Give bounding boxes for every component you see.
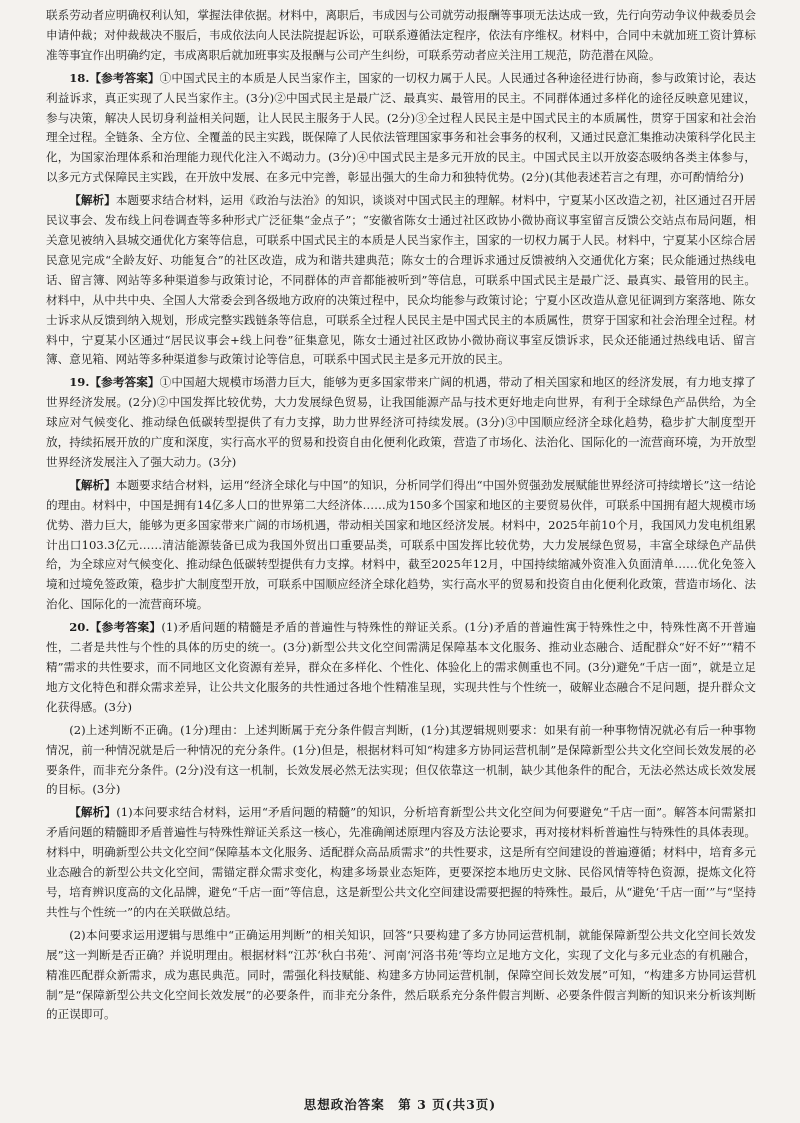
paragraph-text: (2)本问要求运用逻辑与思维中“正确运用判断”的相关知识，回答“只要构建了多方协同运营机制，就能保障新型公共文化空间长效发展”这一判断是否正确？并说明理由。根据材料“江苏‘秋白书苑’、河南‘河洛书苑’等均立足地方文化，实现了文化与多元业态的有机融合，精准匹配群众新需求，成为惠民典范。同时，需强化科技赋能、构建多方协同运营机制，保障空间长效发展”可知，“构建多方协同运营机制”是“保障新型公共文化空间长效发展”的必要条件，而非充分条件，然后联系充分条件假言判断、必要条件假言判断的知识来分析该判断的正误即可。 [46,927,756,1022]
answer-paragraph [46,69,756,188]
answer-paragraph [46,721,756,801]
answer-paragraph [46,6,756,66]
paragraph-lead-label: 19.【参考答案】 [69,375,160,390]
paragraph-lead-label: 【解析】 [69,805,117,820]
paragraph-text: 本题要求结合材料，运用《政治与法治》的知识，谈谈对中国式民主的理解。材料中，宁夏某小区改造之初，社区通过召开居民议事会、发布线上问卷调查等多种形式广泛征集“金点子”；“安徽省陈女士通过社区政协小微协商议事室留言反馈公交站点布局问题，相关意见被纳入县城交通优化方案等信息，可联系中国式民主的本质是人民当家作主，国家的一切权力属于人民。材料中，宁夏某小区综合居民意见完成“全龄友好、功能复合”的社区改造，成为和谐共建典范；陈女士的合理诉求通过反馈被纳入交通优化方案；民众能通过热线电话、留言簿、网站等多种渠道参与政策讨论，不同群体的声音都能被听到”等信息，可联系中国式民主是最广泛、最真实、最管用的民主。材料中，从中共中央、全国人大常委会到各级地方政府的决策过程中，民众均能参与政策讨论；宁夏小区改造从意见征调到方案落地、陈女士诉求从反馈到纳入规划，形成完整实践链条等信息，可联系全过程人民民主是中国式民主的本质属性，贯穿于国家和社会治理全过程。材料中，宁夏某小区通过“居民议事会+线上问卷”征集意见，陈女士通过社区政协小微协商议事室反馈诉求，民众还能通过热线电话、留言簿、意见箱、网站等多种渠道参与政策讨论等信息，可联系中国式民主是多元开放的民主。 [46,193,756,367]
paragraph-text: ①中国超大规模市场潜力巨大，能够为更多国家带来广阔的机遇，带动了相关国家和地区的经济发展，有力地支撑了世界经济发展。(2分)②中国发挥比较优势，大力发展绿色贸易，让我国能源产品与技术更好地走向世界，有利于全球绿色产品供给，为全球应对气候变化、推动绿色低碳转型提供了有力支撑，助力世界经济可持续发展。(3分)③中国顺应经济全球化趋势，稳步扩大制度型开放，持续拓展开放的广度和深度，实行高水平的贸易和投资自由化便利化政策，营造了市场化、法治化、国际化的一流营商环境，为开放型世界经济发展注入了强大动力。(3分) [46,375,756,469]
answer-paragraph [46,618,756,718]
page-footer: 思想政治答案 第 3 页(共3页) [303,1097,497,1112]
answer-paragraph [46,803,756,922]
paragraph-text: (1)本问要求结合材料，运用“矛盾问题的精髓”的知识，分析培育新型公共文化空间为何要避免“千店一面”。解答本问需紧扣矛盾问题的精髓即矛盾普遍性与特殊性辩证关系这一核心，先准确阐述原理内容及方法论要求，再对接材料析普遍性与特殊性的具体表现。材料中，明确新型公共文化空间“保障基本文化服务、适配群众高品质需求”的共性要求，这是所有空间建设的普遍遵循；材料中，培育多元业态融合的新型公共文化空间，需锚定群众需求变化，构建多场景业态矩阵，更要深挖本地历史文脉、民俗风情等特色资源，提炼文化符号，培育辨识度高的文化品牌，避免“千店一面”等信息，这是新型公共文化空间建设需要把握的特殊性。最后，从“避免‘千店一面’”与“坚持共性与个性统一”的内在关联做总结。 [46,805,756,919]
paragraph-lead-label: 20.【参考答案】 [69,620,162,635]
answer-paragraph [46,373,756,473]
paragraph-lead-label: 【解析】 [69,477,116,492]
answer-paragraph [46,476,756,615]
paragraph-text: ①中国式民主的本质是人民当家作主，国家的一切权力属于人民。人民通过各种途径进行协商，参与政策讨论，表达利益诉求，真正实现了人民当家作主。(3分)②中国式民主是最广泛、最真实、最管用的民主。不同群体通过多样化的途径反映意见建议，参与决策，解决人民切身利益相关问题，让人民民主服务于人民。(2分)③全过程人民民主是中国式民主的本质属性，贯穿于国家和社会治理全过程。全链条、全方位、全覆盖的民主实践，既保障了人民依法管理国家事务和社会事务的权利，又通过民意汇集推动决策科学化民主化，为国家治理体系和治理能力现代化注入不竭动力。(3分)④中国式民主是多元开放的民主。中国式民主以开放姿态吸纳各类主体参与，以多元方式保障民主实践，在开放中发展、在多元中完善，彰显出强大的生命力和独特优势。(2分)(其他表述若言之有理，亦可酌情给分) [46,70,756,185]
paragraph-text: 联系劳动者应明确权利认知，掌握法律依据。材料中，离职后，韦成因与公司就劳动报酬等事项无法达成一致，先行向劳动争议仲裁委员会申请仲裁；对仲裁裁决不服后，韦成依法向人民法院提起诉讼，可联系遵循法定程序，依法有序维权。材料中，合同中未就加班工资计算标准等事宜作出明确约定，韦成离职后就加班事实及报酬与公司产生纠纷，可联系劳动者应关注用工规范，防范潜在风险。 [46,8,756,62]
paragraph-lead-label: 【解析】 [69,193,116,208]
answer-body [46,6,756,1025]
answer-paragraph [46,191,756,370]
paragraph-lead-label: 18.【参考答案】 [69,70,160,85]
paragraph-text: (2)上述判断不正确。(1分)理由：上述判断属于充分条件假言判断，(1分)其逻辑规则要求：如果有前一种事物情况就必有后一种事物情况，前一种情况就是后一种情况的充分条件。(1分)但是，根据材料可知“构建多方协同运营机制”是保障新型公共文化空间长效发展的必要条件，而非充分条件。(2分)没有这一机制，长效发展必然无法实现；但仅依靠这一机制，缺少其他条件的配合，无法必然达成长效发展的目标。(3分) [46,722,756,797]
answer-paragraph [46,926,756,1026]
paragraph-text: 本题要求结合材料，运用“经济全球化与中国”的知识，分析同学们得出“中国外贸强劲发展赋能世界经济可持续增长”这一结论的理由。材料中，中国是拥有14亿多人口的世界第二大经济体……成为150多个国家和地区的主要贸易伙伴，可联系中国拥有超大规模市场优势、潜力巨大，能够为更多国家带来广阔的市场机遇，带动相关国家和地区经济发展。材料中，2025年前10个月，我国风力发电机组累计出口103.3亿元……清洁能源装备已成为我国外贸出口重要品类，可联系中国发挥比较优势，大力发展绿色贸易，丰富全球绿色产品供给，为全球应对气候变化、推动绿色低碳转型提供有力支撑。材料中，截至2025年12月，中国持续缩减外资准入负面清单……优化免签入境和过境免签政策，稳步扩大制度型开放，可联系中国顺应经济全球化趋势，实行高水平的贸易和投资自由化便利化政策，营造市场化、法治化、国际化的一流营商环境。 [46,477,756,612]
paragraph-text: (1)矛盾问题的精髓是矛盾的普遍性与特殊性的辩证关系。(1分)矛盾的普遍性寓于特殊性之中，特殊性离不开普遍性，二者是共性与个性的具体的历史的统一。(3分)新型公共文化空间需满足保障基本文化服务、推动业态融合、适配群众“好不好”“精不精”需求的共性要求，而不同地区文化资源有差异，群众在多样化、个性化、体验化上的需求侧重也不同。(3分)避免“千店一面”，就是立足地方文化特色和群众需求差异，让公共文化服务的共性通过各地个性精准呈现，实现共性与个性统一，破解业态融合不足问题，提升群众文化获得感。(3分) [46,620,756,714]
